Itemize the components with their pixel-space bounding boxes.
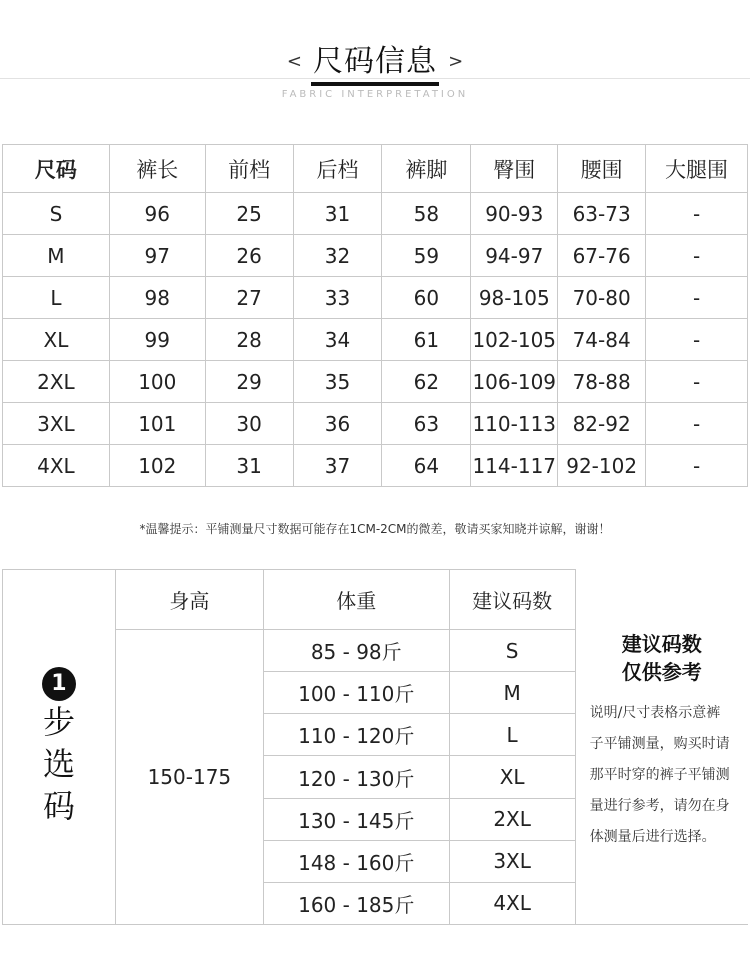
- table-row: [3, 403, 748, 445]
- table-row: [3, 235, 748, 277]
- advice-title-line1: 建议码数: [621, 631, 702, 656]
- column-header: 尺码: [3, 145, 110, 193]
- table-row: [3, 193, 748, 235]
- header: [0, 0, 750, 110]
- table-cell: 29: [205, 361, 293, 403]
- table-cell: 26: [205, 235, 293, 277]
- weight-range: 100 - 110斤: [263, 672, 449, 714]
- table-cell: 100: [109, 361, 205, 403]
- weight-range: 120 - 130斤: [263, 756, 449, 798]
- table-cell: 25: [205, 193, 293, 235]
- column-header: 后档: [293, 145, 382, 193]
- table-cell: 101: [109, 403, 205, 445]
- table-cell: 102: [109, 445, 205, 487]
- table-cell: -: [646, 445, 748, 487]
- title-arrow-right: >: [448, 50, 464, 72]
- table-cell: -: [646, 277, 748, 319]
- recommendation-header-row: [3, 570, 749, 630]
- table-row: [3, 361, 748, 403]
- step-char: 步: [42, 703, 75, 741]
- table-cell: 94-97: [471, 235, 558, 277]
- recommended-size: 4XL: [449, 882, 575, 924]
- table-cell: 110-113: [471, 403, 558, 445]
- recommended-size: M: [449, 672, 575, 714]
- table-cell: -: [646, 235, 748, 277]
- column-header: 裤脚: [382, 145, 471, 193]
- advice-cell: [575, 570, 748, 925]
- table-cell: 4XL: [3, 445, 110, 487]
- table-cell: -: [646, 193, 748, 235]
- column-header: 裤长: [109, 145, 205, 193]
- table-cell: 90-93: [471, 193, 558, 235]
- table-cell: 34: [293, 319, 382, 361]
- table-cell: 70-80: [558, 277, 646, 319]
- weight-range: 160 - 185斤: [263, 882, 449, 924]
- recommended-size: XL: [449, 756, 575, 798]
- table-cell: L: [3, 277, 110, 319]
- table-cell: -: [646, 361, 748, 403]
- height-header: 身高: [115, 570, 263, 630]
- column-header: 臀围: [471, 145, 558, 193]
- table-cell: 82-92: [558, 403, 646, 445]
- recommendation-table: [2, 569, 748, 925]
- table-cell: 30: [205, 403, 293, 445]
- step-char: 选: [42, 745, 75, 783]
- table-cell: M: [3, 235, 110, 277]
- column-header: 大腿围: [646, 145, 748, 193]
- table-cell: -: [646, 319, 748, 361]
- table-cell: 92-102: [558, 445, 646, 487]
- table-cell: 36: [293, 403, 382, 445]
- table-cell: 97: [109, 235, 205, 277]
- table-cell: 61: [382, 319, 471, 361]
- size-header: 建议码数: [449, 570, 575, 630]
- table-row: [3, 319, 748, 361]
- table-cell: 58: [382, 193, 471, 235]
- step-cell: [3, 570, 116, 925]
- table-cell: 102-105: [471, 319, 558, 361]
- height-range: 150-175: [115, 630, 263, 925]
- table-cell: 28: [205, 319, 293, 361]
- recommended-size: L: [449, 714, 575, 756]
- size-table-header: [3, 145, 748, 193]
- column-header: 前档: [205, 145, 293, 193]
- table-cell: 106-109: [471, 361, 558, 403]
- recommended-size: 3XL: [449, 840, 575, 882]
- table-cell: 3XL: [3, 403, 110, 445]
- table-cell: -: [646, 403, 748, 445]
- size-table: [2, 144, 748, 487]
- table-row: [3, 445, 748, 487]
- title-arrow-left: <: [286, 50, 302, 72]
- table-cell: 31: [205, 445, 293, 487]
- table-cell: 78-88: [558, 361, 646, 403]
- table-cell: 62: [382, 361, 471, 403]
- table-cell: 31: [293, 193, 382, 235]
- table-cell: 2XL: [3, 361, 110, 403]
- table-cell: 67-76: [558, 235, 646, 277]
- advice-title-line2: 仅供参考: [621, 659, 702, 684]
- page-title: 尺码信息: [311, 36, 439, 86]
- title-wrap: [0, 36, 750, 86]
- advice-text: 说明/尺寸表格示意裤子平铺测量，购买时请那平时穿的裤子平铺测量进行参考，请勿在身体测量后进行选择。: [589, 704, 730, 845]
- table-cell: 98: [109, 277, 205, 319]
- measurement-note: *温馨提示：平铺测量尺寸数据可能存在1CM-2CM的微差，敬请买家知晓并谅解，谢谢！: [139, 522, 611, 536]
- weight-range: 85 - 98斤: [263, 630, 449, 672]
- table-cell: 64: [382, 445, 471, 487]
- table-cell: 63-73: [558, 193, 646, 235]
- weight-range: 130 - 145斤: [263, 798, 449, 840]
- table-cell: 32: [293, 235, 382, 277]
- recommended-size: S: [449, 630, 575, 672]
- table-cell: 35: [293, 361, 382, 403]
- table-cell: 33: [293, 277, 382, 319]
- table-cell: 98-105: [471, 277, 558, 319]
- weight-range: 148 - 160斤: [263, 840, 449, 882]
- table-cell: 37: [293, 445, 382, 487]
- table-cell: 60: [382, 277, 471, 319]
- table-cell: 59: [382, 235, 471, 277]
- column-header: 腰围: [558, 145, 646, 193]
- weight-header: 体重: [263, 570, 449, 630]
- table-cell: XL: [3, 319, 110, 361]
- table-cell: 114-117: [471, 445, 558, 487]
- table-cell: 74-84: [558, 319, 646, 361]
- weight-range: 110 - 120斤: [263, 714, 449, 756]
- page-subtitle: FABRIC INTERPRETATION: [281, 89, 469, 100]
- step-number-badge: 1: [42, 667, 76, 701]
- table-cell: 63: [382, 403, 471, 445]
- table-cell: 96: [109, 193, 205, 235]
- table-cell: 99: [109, 319, 205, 361]
- table-cell: 27: [205, 277, 293, 319]
- step-char: 码: [42, 787, 75, 825]
- recommended-size: 2XL: [449, 798, 575, 840]
- table-row: [3, 277, 748, 319]
- table-cell: S: [3, 193, 110, 235]
